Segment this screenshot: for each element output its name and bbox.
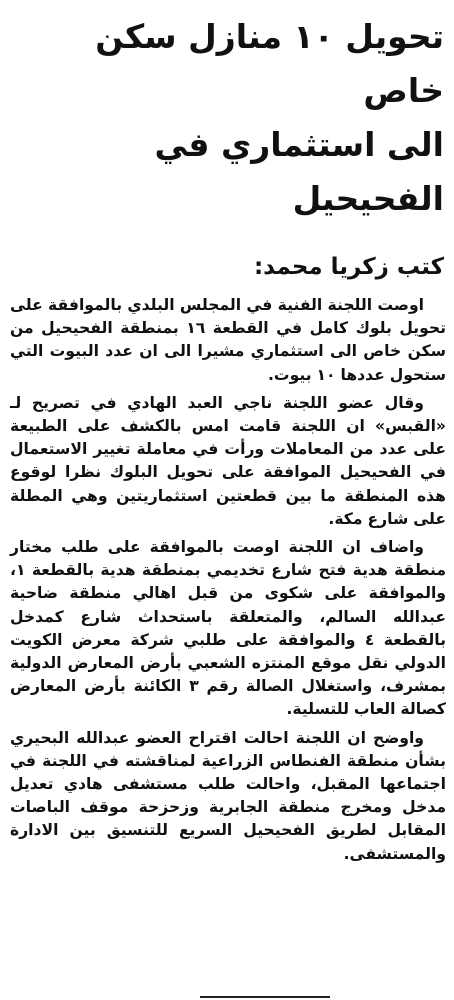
bottom-rule: [200, 996, 330, 998]
article-byline: كتب زكريا محمد:: [253, 254, 444, 280]
article-paragraph: واوضح ان اللجنة احالت اقتراح العضو عبدالله البحيري بشأن منطقة الفنطاس الزراعية لمناقشته في اللجنة في اجتماعها المقبل، واحالت طلب مستشفى هادي تعديل مدخل ومخرج منطقة الجابرية وزحزحة موقف الباصات المقابل لطريق الفحيحيل السريع للتنسيق بين الادارة والمستشفى.: [10, 728, 446, 863]
article-paragraph: وقال عضو اللجنة ناجي العبد الهادي في تصريح لـ «القبس» ان اللجنة قامت امس بالكشف على الطبيعة على عدد من المعاملات ورأت في معاملة تغيير الاستعمال في الفحيحيل الموافقة على تحويل البلوك نظرا لوقوع هذه المنطقة ما بين قطعتين استثماريتين وهي المطلة على شارع مكة.: [10, 393, 446, 528]
article-headline: [10, 10, 446, 226]
article-body: [10, 294, 446, 866]
headline-line-1: تحويل ١٠ منازل سكن خاص: [95, 17, 444, 110]
article-paragraph: واضاف ان اللجنة اوصت بالموافقة على طلب مختار منطقة هدية فتح شارع تخديمي بمنطقة هدية بالقطعة ١، والموافقة على شكوى من قبل اهالي منطقة ضاحية عبدالله السالم، والمتعلقة باستحداث شارع كمدخل بالقطعة ٤ والموافقة على طلبي شركة معرض الكويت الدولي نقل موقع المنتزه الشعبي بأرض المعارض الدولية بمشرف، واستغلال الصالة رقم ٣ الكائنة بأرض المعارض كصالة العاب للتسلية.: [10, 538, 446, 719]
article-paragraph: اوصت اللجنة الفنية في المجلس البلدي بالموافقة على تحويل بلوك كامل في القطعة ١٦ بمنطقة الفحيحيل من سكن خاص الى استثماري مشيرا الى ان عدد البيوت التي ستحول عددها ١٠ بيوت.: [10, 296, 446, 384]
headline-line-2: الى استثماري في الفحيحيل: [154, 125, 444, 218]
